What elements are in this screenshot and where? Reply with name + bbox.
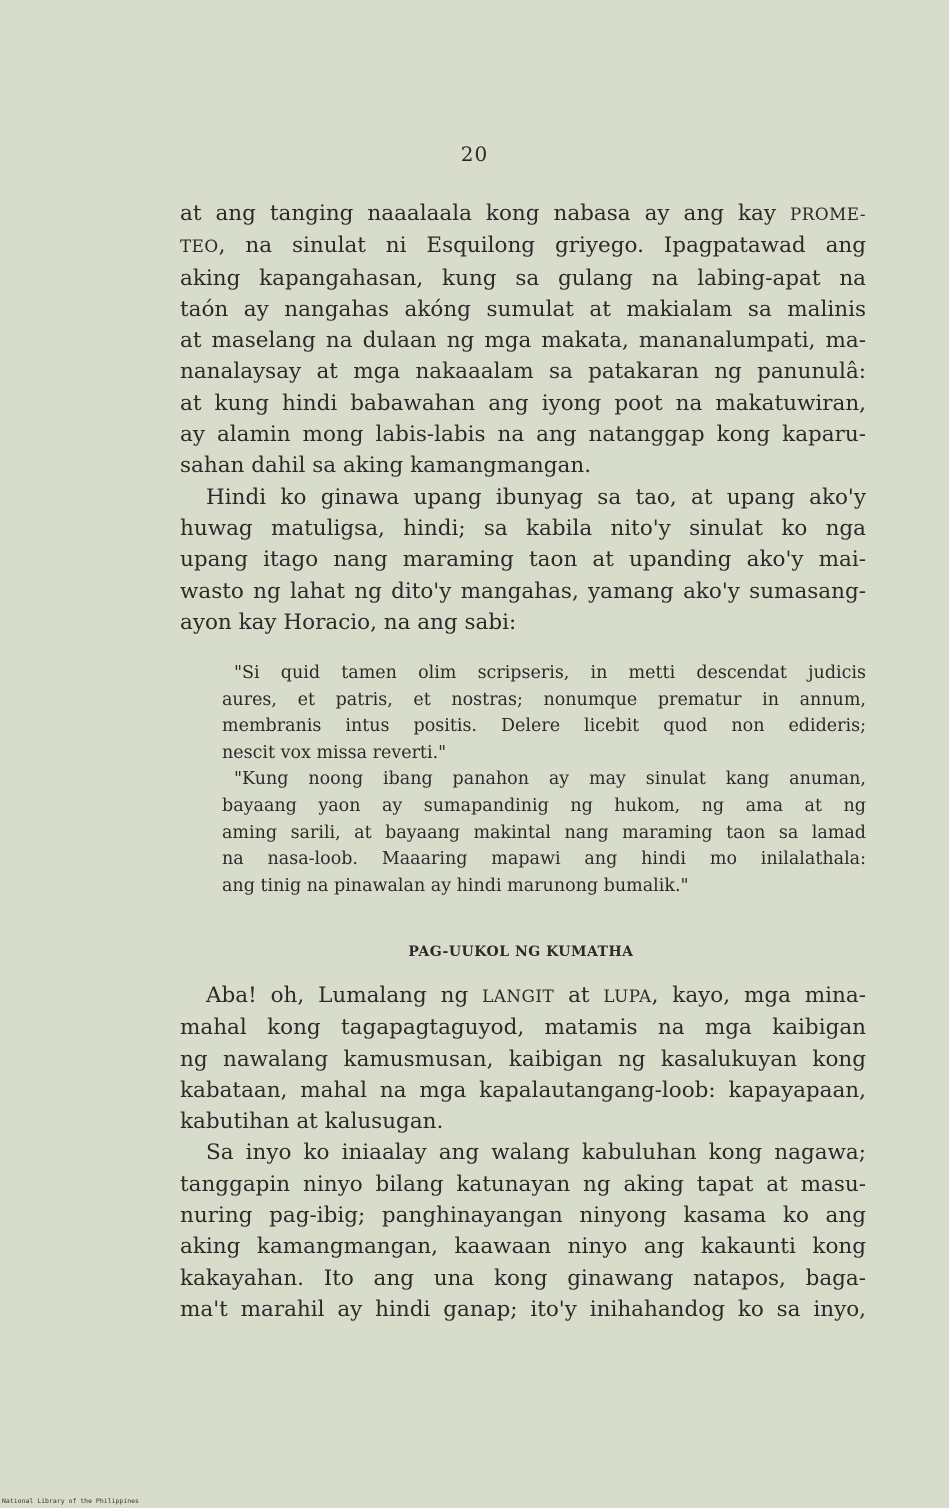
text-line: ayon kay Horacio, na ang sabi:	[180, 609, 517, 635]
text-line: upang itago nang maraming taon at upanding ako'y mai-	[180, 547, 866, 573]
text-line: bayaang yaon ay sumapandinig ng hukom, ng ama at ng	[222, 795, 866, 816]
text-line: at ang tanging naaalaala kong nabasa ay ang kay PROME-	[180, 201, 866, 226]
text-line: Sa inyo ko iniaalay ang walang kabuluhan kong nagawa;	[206, 1140, 866, 1166]
text-line: tanggapin ninyo bilang katunayan ng aking tapat at masu-	[180, 1171, 866, 1197]
text-line: mahal kong tagapagtaguyod, matamis na mga kaibigan	[180, 1015, 866, 1041]
section-heading: PAG-UUKOL NG KUMATHA	[408, 944, 634, 960]
text-line: nescit vox missa reverti."	[222, 742, 447, 763]
text-line: "Si quid tamen olim scripseris, in metti descendat judicis	[234, 663, 866, 683]
block-quote	[222, 660, 866, 899]
text-line: na nasa-loob. Maaaring mapawi ang hindi mo inilalathala:	[222, 849, 866, 870]
text-line: ng nawalang kamusmusan, kaibigan ng kasalukuyan kong	[180, 1046, 866, 1072]
text-line: aking kamangmangan, kaawaan ninyo ang kakaunti kong	[180, 1234, 866, 1260]
text-line: TEO, na sinulat ni Esquilong griyego. Ipagpatawad ang	[180, 233, 866, 259]
page-number: 20	[460, 142, 489, 166]
body-text-bottom	[180, 980, 866, 1325]
text-line: wasto ng lahat ng dito'y mangahas, yamang ako'y sumasang-	[180, 578, 866, 604]
paragraph	[180, 482, 866, 638]
paragraph	[180, 198, 866, 482]
paragraph	[180, 980, 866, 1137]
text-line: taón ay nangahas akóng sumulat at makialam sa malinis	[180, 296, 866, 322]
text-line: sahan dahil sa aking kamangmangan.	[180, 453, 592, 479]
text-line: huwag matuligsa, hindi; sa kabila nito'y sinulat ko nga	[180, 515, 866, 541]
text-line: "Kung noong ibang panahon ay may sinulat kang anuman,	[234, 769, 866, 790]
text-line: aming sarili, at bayaang makintal nang maraming taon sa lamad	[222, 822, 866, 843]
text-line: kabutihan at kalusugan.	[180, 1109, 444, 1135]
text-line: ma't marahil ay hindi ganap; ito'y inihahandog ko sa inyo,	[180, 1296, 866, 1322]
text-line: ay alamin mong labis-labis na ang natanggap kong kaparu-	[180, 422, 866, 448]
text-line: membranis intus positis. Delere licebit quod non edideris;	[222, 716, 866, 737]
text-line: kakayahan. Ito ang una kong ginawang natapos, baga-	[180, 1265, 866, 1291]
text-line: nuring pag-ibig; panghinayangan ninyong kasama ko ang	[180, 1203, 866, 1229]
quote-latin	[222, 660, 866, 766]
text-line: ang tinig na pinawalan ay hindi marunong bumalik."	[222, 875, 689, 896]
text-line: Aba! oh, Lumalang ng LANGIT at LUPA, kayo, mga mina-	[206, 983, 866, 1008]
paragraph	[180, 1137, 866, 1325]
text-line: Hindi ko ginawa upang ibunyag sa tao, at upang ako'y	[206, 484, 866, 510]
text-line: at maselang na dulaan ng mga makata, mananalumpati, ma-	[180, 328, 866, 354]
library-watermark: National Library of the Philippines	[2, 1497, 139, 1505]
body-text-top	[180, 198, 866, 638]
text-line: at kung hindi babawahan ang iyong poot na makatuwiran,	[180, 390, 866, 416]
text-line: aking kapangahasan, kung sa gulang na labing-apat na	[180, 265, 866, 291]
text-line: nanalaysay at mga nakaaalam sa patakaran ng panunulâ:	[180, 359, 866, 385]
text-line: kabataan, mahal na mga kapalautangang-loob: kapayapaan,	[180, 1077, 866, 1103]
text-line: aures, et patris, et nostras; nonumque prematur in annum,	[222, 689, 866, 710]
quote-tagalog	[222, 766, 866, 899]
